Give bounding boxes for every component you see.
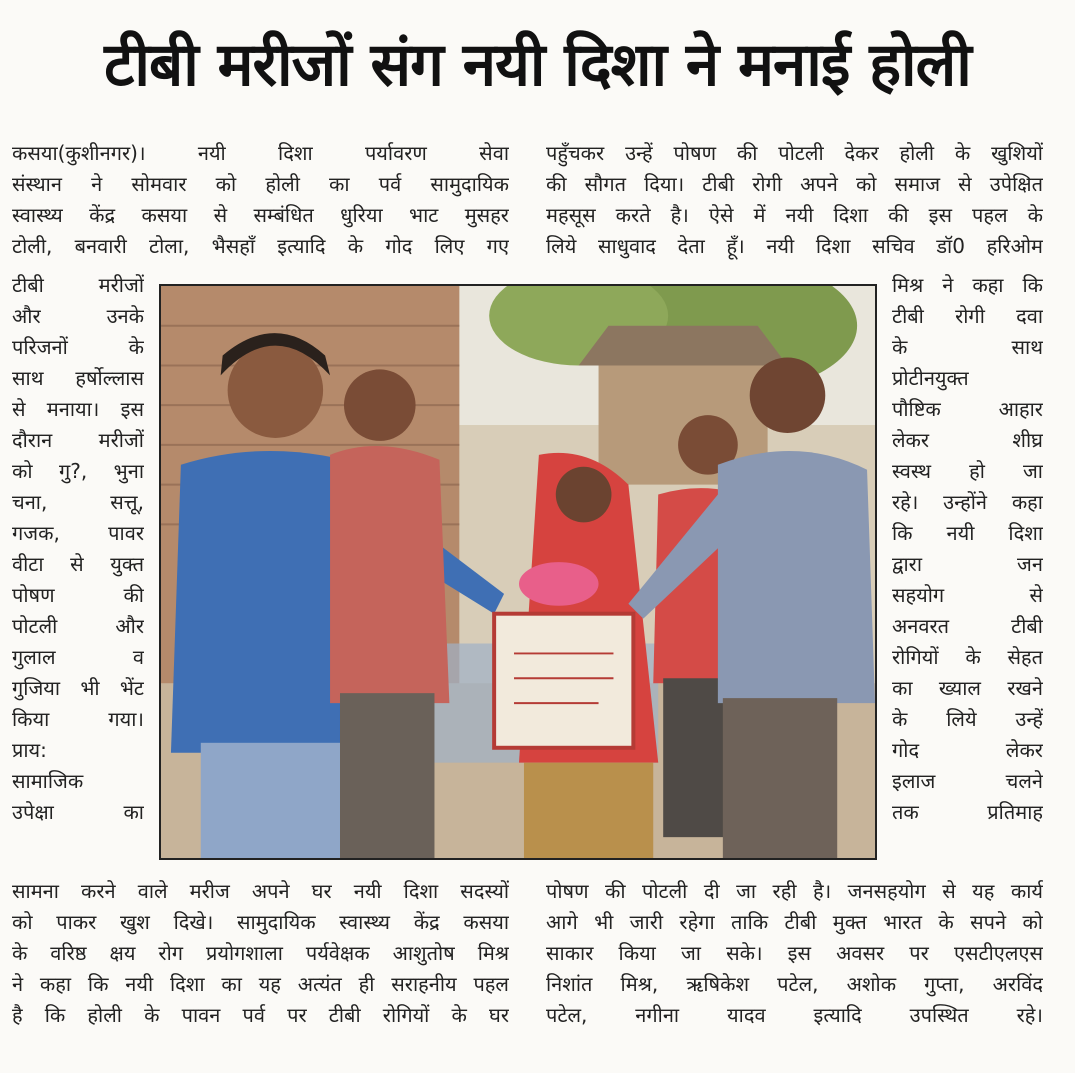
left-wrap-line: चना, सत्तू, [12,490,144,514]
right-wrap-line: प्रोटीनयुक्त [892,366,969,390]
right-wrap-line: इलाज चलने [892,769,1043,793]
left-column-bottom-line: सामना करने वाले मरीज अपने घर नयी दिशा सदस्यों [12,879,509,903]
right-wrap-line: के लिये उन्हें [892,707,1043,731]
photo-illustration-icon [161,286,875,858]
right-column-bottom-line: निशांत मिश्र, ऋषिकेश पटेल, अशोक गुप्ता, अरविंद [546,972,1043,996]
right-column-bottom-line: साकार किया जा सके। इस अवसर पर एसटीएलएस [546,941,1043,965]
right-wrap-line: गोद लेकर [892,738,1043,762]
left-column-top-line: स्वास्थ्य केंद्र कसया से सम्बंधित धुरिया भाट मुसहर [12,203,509,227]
right-wrap-line: का ख्याल रखने [892,676,1043,700]
left-wrap-line: और उनके [12,304,144,328]
right-column-top-line: पहुँचकर उन्हें पोषण की पोटली देकर होली के खुशियों [546,141,1043,165]
left-wrap-line: साथ हर्षोल्लास [12,366,144,390]
left-wrap-line: पोषण की [12,583,144,607]
left-wrap-line: वीटा से युक्त [12,552,144,576]
left-wrap-line: को गु?, भुना [12,459,144,483]
right-column-top-line: की सौगत दिया। टीबी रोगी अपने को समाज से उपेक्षित [546,172,1043,196]
right-wrap-line: अनवरत टीबी [892,614,1043,638]
right-wrap-line: स्वस्थ हो जा [892,459,1043,483]
right-wrap-line: रोगियों के सेहत [892,645,1043,669]
left-wrap-line: टीबी मरीजों [12,273,144,297]
left-wrap-line: गजक, पावर [12,521,144,545]
right-wrap-line: लेकर शीघ्र [892,428,1043,452]
left-column-top-line: टोली, बनवारी टोला, भैसहाँ इत्यादि के गोद लिए गए [12,234,509,258]
right-wrap-line: कि नयी दिशा [892,521,1043,545]
left-wrap-line: पोटली और [12,614,144,638]
right-wrap-line: तक प्रतिमाह [892,800,1043,824]
left-column-bottom-line: के वरिष्ठ क्षय रोग प्रयोगशाला पर्यवेक्षक आशुतोष मिश्र [12,941,509,965]
left-wrap-line: दौरान मरीजों [12,428,144,452]
left-column-bottom-line: को पाकर खुश दिखे। सामुदायिक स्वास्थ्य केंद्र कसया [12,910,509,934]
left-wrap-line: किया गया। [12,707,144,731]
left-wrap-line: सामाजिक [12,769,84,793]
left-column-bottom-line: ने कहा कि नयी दिशा का यह अत्यंत ही सराहनीय पहल [12,972,509,996]
right-wrap-line: पौष्टिक आहार [892,397,1043,421]
right-wrap-line: के साथ [892,335,1043,359]
right-column-bottom-line: पोषण की पोटली दी जा रही है। जनसहयोग से यह कार्य [546,879,1043,903]
right-column-top-line: महसूस करते है। ऐसे में नयी दिशा की इस पहल के [546,203,1043,227]
left-column-top-line: कसया(कुशीनगर)। नयी दिशा पर्यावरण सेवा [12,141,509,165]
left-wrap-line: प्राय: [12,738,47,762]
left-column-top-line: संस्थान ने सोमवार को होली का पर्व सामुदायिक [12,172,509,196]
left-column-bottom-line: है कि होली के पावन पर्व पर टीबी रोगियों के घर [12,1003,509,1027]
right-wrap-line: द्वारा जन [892,552,1043,576]
right-wrap-line: मिश्र ने कहा कि [892,273,1043,297]
right-wrap-line: रहे। उन्होंने कहा [892,490,1043,514]
right-column-bottom-line: पटेल, नगीना यादव इत्यादि उपस्थित रहे। [546,1003,1043,1027]
right-wrap-line: टीबी रोगी दवा [892,304,1043,328]
left-wrap-line: गुजिया भी भेंट [12,676,144,700]
left-wrap-line: उपेक्षा का [12,800,144,824]
right-column-bottom-line: आगे भी जारी रहेगा ताकि टीबी मुक्त भारत के सपने को [546,910,1043,934]
headline: टीबी मरीजों संग नयी दिशा ने मनाई होली [104,30,971,100]
right-wrap-line: सहयोग से [892,583,1043,607]
left-wrap-line: गुलाल व [12,645,144,669]
news-photo [159,284,877,860]
left-wrap-line: परिजनों के [12,335,144,359]
left-wrap-line: से मनाया। इस [12,397,144,421]
right-column-top-line: लिये साधुवाद देता हूँ। नयी दिशा सचिव डॉ0 हरिओम [546,234,1043,258]
